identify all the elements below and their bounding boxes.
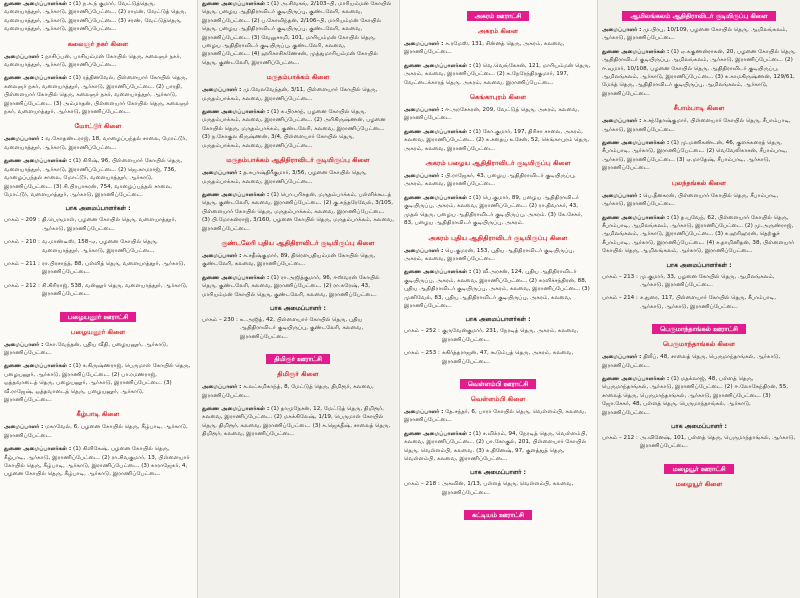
part-text: ரா.பிரசாந்த், 88, பள்ளித் தெரு, வளையாத்தூர், ஆர்காடு, இராணிப்பேட்டை. [42,260,186,276]
entry-block [202,169,394,186]
branch-title: குண்டலேரி புதிய ஆதிதிராவிடர் குடியிருப்பு கிளை [221,238,375,247]
entry-label: துணை அமைப்பாளர்கள் : [404,269,472,276]
entry-label: துணை அமைப்பாளர்கள் : [202,191,270,198]
section-banner-label: பழையனூர் ஊராட்சி [60,312,137,322]
section-banner [404,3,592,22]
part-text: அ.வினேஷ், 101, பள்ளத் தெரு, பெருமாந்தாங்கல், ஆர்காடு, இராணிப்பேட்டை. [640,435,796,450]
entry-block [404,106,592,123]
branch-title: திமிரூர் கிளை [277,370,319,379]
entry-label: துணை அமைப்பாளர்கள் : [602,140,670,147]
sub-heading: பாக அமைப்பாளர் : [470,469,526,477]
entry-label: துணை அமைப்பாளர்கள் : [202,1,270,7]
entry-block [202,405,394,439]
entry-text: (1) த.யுவேந், 62, பிள்ளையார் கோயில் தெரு, சீபாம்பாடி, ஆமிலங்கலம், ஆர்காடு, இராணிப்பேட்டை. (2) மு.அருண்ராஜ், ஆமிலங்கலம், ஆர்காடு, இராணிப்பேட்டை. (3) சு.ஹரிஹரன், தெற்குச் சீபாம்பாடி, ஆர்காடு, இராணிப்பேட்டை. (4) ச.தாமினிதன், 38, பிள்ளையார் கோயில் தெரு, ஆமிலங்கலம், ஆர்காடு, இராணிப்பேட்டை. [602,214,795,255]
entry-label: துணை அமைப்பாளர்கள் : [202,406,270,412]
entry-text: மு.வேலவேந்தன், 3/11, பிள்ளையார் கோயில் தெரு, மருதம்பாக்கம், கலவை, இராணிப்பேட்டை. [202,87,378,102]
sub-heading: பாக அமைப்பாளர்கள் : [65,205,131,213]
entry-label: துணை அமைப்பாளர்கள் : [404,430,472,437]
part-text: தி.பெருமாள், பழனை கோயில் தெரு, வளையாத்தூர், ஆர்காடு, இராணிப்பேட்டை. [42,217,177,232]
part-number: பாகம் – 253 : [404,350,440,357]
entry-label: அமைப்பாளர் : [602,192,642,199]
part-number: பாகம் – 214 : [602,295,638,302]
entry-text: (1) பெ.குமார், 89, பழைய ஆதிதிராவிடர் குடியிருப்பு, அகரம், கலவை, இராணிப்பேட்டை. (2) ரா.திவாகர், 43, முதல் தெரு, பழைய ஆதிதிராவிடர் குடியிருப்பு, அகரம். (3) கே.சேகர், 83, பழைய ஆதிதிராவிடர் குடியிருப்பு, அகரம். [404,194,583,227]
branch-title: கலைஞர் நகர் கிளை [67,39,129,48]
entry-text: (1) கிரிஷ், 96, பிள்ளையார் கோயில் தெரு, வளையாத்தூர், ஆர்காடு, இராணிப்பேட்டை. (2) ஜெ.காமராஜ், 736, வாழைப்பந்தல் சாலை, மோட்டூர், வளையாத்தூர், ஆர்காடு, இராணிப்பேட்டை. (3) சி.பிரபாகரன், 754, வாழைப்பந்தல் சாலை, மோட்டூர், வளையாத்தூர், ஆர்காடு, இராணிப்பேட்டை. [4,158,183,198]
entry-block [202,191,394,233]
entry-label: அமைப்பாளர் : [404,41,444,47]
column-3 [400,0,596,598]
entry-text: சு.சதீஷ்குமார், 89, திரௌபதியம்மன் கோயில் தெரு, குண்டலேரி, கலவை, இராணிப்பேட்டை. [202,252,376,268]
entry-text: (1) ரத்தினவேல், பிள்ளையார் கோயில் தெரு, கலைஞர் நகர், வளையாத்தூர், ஆர்காடு, இராணிப்பேட்டை. (2) பாரதி, பிள்ளையார் கோயில் தெரு, கலைஞர் நகர், வளையாத்தூர், ஆர்காடு, இராணிப்பேட்டை. (3) அம்மாதன், பிள்ளையார் கோயில் தெரு, கலைஞர் நகர், வளையாத்தூர், ஆர்காடு, இராணிப்பேட்டை. [4,75,189,116]
part-text: வ.மாண்டீஸ், 158–ஏ, பழனை கோயில் தெரு, வளையாத்தூர், ஆர்காடு, இராணிப்பேட்டை. [42,239,158,254]
entry-text: (1) ந.க.ந் குமார், வேட்டுத்தெரு, வளையாத்தூர், ஆர்காடு, இராணிப்பேட்டை. (2) ராமன், வேட்டுத் தெரு, வளையாத்தூர், ஆர்காடு, இராணிப்பேட்டை. (3) சரண், வேட்டுத்தெரு, வளையாத்தூர், ஆர்காடு, இராணிப்பேட்டை. [4,1,187,33]
entry-label: அமைப்பாளர் : [202,170,242,177]
entry-block [4,157,192,199]
entry-text: (1) மு.மணிகண்டன், 46, குளக்கரைத் தெரு, சீபாம்பாடி, ஆர்காடு, இராணிப்பேட்டை. (2) வெவேலிகாசன், சீபாம்பாடி, ஆர்காடு, இராணிப்பேட்டை. (3) ஏ.மாதேஷ், சீபாம்பாடி, ஆர்காடு, இராணிப்பேட்டை. [602,140,788,172]
branch-title: கீழ்பாடி கிளை [76,410,120,419]
entry-text: (1) சு.பிரசாந், பழனை கோயில் தெரு, மருதம்பாக்கம், கலவை, இராணிப்பேட்டை. (2) அரிகிருஷ்ணன், பழனை கோயில் தெரு, மருதம்பாக்கம், குண்டலேரி, கலவை, இராணிப்பேட்டை. (3) ந.கோகுல கிருஷ்ணன், 3/4, பிள்ளையார் கோயில் தெரு, மருதம்பாக்கம், கலவை, இராணிப்பேட்டை. [202,109,386,149]
part-text: சுகிர்த்தராஜன், 47, கூடும்புத் தெரு, அகரம், கலவை, இராணிப்பேட்டை. [442,350,574,365]
entry-text: (1) ச.விக்ரம், 94, நேரடித் தெரு, வெள்ளம்பி, கலவை, இராணிப்பேட்டை. (2) பா.கோகுல், 201, பிள்ளையார் கோயில் தெரு, வெள்ளம்பி, கலவை. (3) சு.தினேஷ், 97, குளத்துத் தெரு, வெள்ளம்பி, கலவை, இராணிப்பேட்டை. [404,430,588,462]
branch-title: கெங்காபுரம் கிளை [469,93,527,102]
entry-block [4,362,192,404]
part-entry [602,294,796,311]
entry-text: மு.பிரபு, 10/109, பழனை கோயில் தெரு, ஆமிலங்கலம், ஆர்காடு, இராணிப்பேட்டை. [602,27,788,42]
entry-label: துணை அமைப்பாளர்கள் : [404,128,472,135]
section-banner-label: கட்டியம் ஊராட்சி [464,510,532,520]
entry-block [404,268,592,310]
section-banner [404,371,592,390]
entry-label: துணை அமைப்பாளர்கள் : [4,446,72,453]
entry-label: துணை அமைப்பாளர்கள் : [202,274,270,281]
section-banner [602,456,796,475]
entry-block [4,74,192,116]
entry-text: க.லட்சுமிகாந்த், 8, மேட்டுத் தெரு, திமிரூர், கலவை, இராணிப்பேட்டை. [202,384,374,399]
entry-label: அமைப்பாளர் : [202,87,242,94]
entry-text: ச.சந்தோஷ்குமார், பிள்ளையார் கோயில் தெரு, சீபாம்பாடி, ஆர்காடு, இராணிப்பேட்டை. [602,118,791,133]
entry-block [202,108,394,150]
entry-block [4,0,192,34]
entry-text: ஈ.அரசேகரன், 209, வேட்டுத் தெரு, அகரம், கலவை, இராணிப்பேட்டை. [404,107,580,122]
branch-title: மருதம்பாக்கம் கிளை [266,73,330,82]
entry-block [602,26,796,43]
entry-text: தே.சந்தர், 6, பாரா கோயில் தெரு, வெள்ளம்பி, கலவை, இராணிப்பேட்டை. [404,408,587,424]
entry-label: அமைப்பாளர் : [602,118,642,125]
entry-label: துணை அமைப்பாளர்கள் : [602,48,670,55]
entry-block [602,192,796,209]
branch-title: அகரம் பழைய ஆதிதிராவிடர் குடியிருப்பு கிளை [425,159,571,168]
entry-label: அமைப்பாளர் : [404,173,444,180]
entry-label: அமைப்பாளர் : [404,247,444,254]
entry-block [602,375,796,417]
entry-text: பெ.தீனகரன், பிள்ளையார் கோயில் தெரு, சீபாம்பாடி, ஆர்காடு, இராணிப்பேட்டை. [602,192,779,208]
entry-text: (1) மதக்லாஜ், 48, பள்ளத் தெரு, பெருமாந்தாங்கல், ஆர்காடு, இராணிப்பேட்டை. (2) ஈ.லோகேந்திரன், 55, சாலைத் தெரு, பெருமாந்தாங்கல், ஆர்காடு, இராணிப்பேட்டை. (3) ஜோ.சேகர், 48, பள்ளத் தெரு, பெருமாந்தாங்கல், ஆர்காடு, இராணிப்பேட்டை. [602,375,789,416]
entry-text: த.சுபாஷ்திரீகுமார், 3/56, பழனை கோயில் தெரு, மருதம்பாக்கம், கலவை, இராணிப்பேட்டை. [202,170,367,185]
entry-text: மகாவேல், 6, பழனை கோயில் தெரு, கீழ்பாடி, ஆர்காடு, இராணிப்பேட்டை. [4,424,188,439]
section-banner [4,304,192,323]
entry-block [202,274,394,299]
entry-label: அமைப்பாளர் : [602,354,642,361]
entry-block [202,252,394,269]
part-entry [4,216,192,233]
branch-title: பெருமாந்தாங்கல் கிளை [662,340,736,349]
part-number: பாகம் – 230 : [202,316,238,323]
section-banner-label: ஆமிலங்கலம் ஆதிதிராவிடர் குடியிருப்பு கிளை [622,11,775,21]
entry-block [4,445,192,479]
entry-block [404,430,592,464]
entry-label: அமைப்பாளர் : [404,408,444,415]
entry-text: கோ.வேந்தன், புதிய வீதி, பழையனூர், ஆர்காடு, இராணிப்பேட்டை. [4,341,169,356]
part-text: ச.துரை, 117, பிள்ளையார் கோயில் தெரு, சீபாம்பாடி, ஆர்காடு, ஆர்காடு, இராணிப்பேட்டை. [640,295,776,310]
section-banner-label: திமிரூர் ஊராட்சி [266,354,330,364]
entry-block [202,383,394,400]
section-banner-label: பெருமாந்தாங்கல் ஊராட்சி [652,324,746,334]
part-entry [602,273,796,290]
branch-title: அகரம் புதிய ஆதிதிராவிடர் குடியிருப்பு கிளை [428,233,568,242]
entry-label: அமைப்பாளர் : [202,384,242,391]
entry-text: (1) ஏ.சுகுணன்ராகன், 20, பழனை கோயில் தெரு, ஆதிதிராவிடர் குடியிருப்பு, ஆமிலங்கலம், ஆர்காடு, இராணிப்பேட்டை. (2) ஈ.வுமார், 10/108, பழனை கோயில் தெரு, ஆதிதிராவிடர் குடியிருப்பு, ஆமிலங்கலம், ஆர்காடு, இராணிப்பேட்டை. (3) சு.காமகிருஷ்ணன், 129/61, மேக்த் தெரு, ஆதிதிராவிடர் குடியிருப்பு, ஆமிலங்கலம், ஆர்காடு, இராணிப்பேட்டை. [602,48,796,97]
part-text: மு.குமார், 33, பழனை கோயில் தெரு, ஆமிலங்கலம், ஆர்காடு, இராணிப்பேட்டை. [640,273,775,288]
entry-label: அமைப்பாளர் : [4,341,44,348]
entry-label: அமைப்பாளர் : [4,53,44,60]
branch-title: பழையனூர் கிளை [70,327,126,336]
part-number: பாகம் – 211 : [4,260,40,267]
entry-block [602,139,796,173]
entry-block [404,62,592,87]
part-entry [602,434,796,451]
column-2 [198,0,398,598]
part-number: பாகம் – 252 : [404,328,440,335]
entry-text: (1) வீ.அரசன், 124, புதிய ஆதிதிராவிடர் குடியிருப்பு, அகரம், கலவை, இராணிப்பேட்டை. (2) சுரளிச்சந்திரன், 88, புதிய ஆதிதிராவிடர் குடியிருப்பு, அகரம், கலவை, இராணிப்பேட்டை. (3) முனிவேல், 83, புதிய ஆதிதிராவிடர் குடியிருப்பு, அகரம், கலவை, இராணிப்பேட்டை. [404,269,590,309]
entry-label: அமைப்பாளர் : [602,27,642,33]
branch-title: புலந்தங்கல் கிளை [671,178,727,187]
entry-text: (1) ரா.அஜித்குமார், 96, ஈஸ்வரன் கோயில் தெரு, குண்டலேரி, கலவை, இராணிப்பேட்டை. (2) ரா.சுரேஷ், 43, மாரியம்மன் கோயில் தெரு, குண்டலேரி, கலவை, இராணிப்பேட்டை. [202,274,380,298]
entry-text: வ.கோதண்டராஜ், 18, வாழைப்பந்தல் சாலை, மோட்டூர், வளையாத்தூர், ஆர்காடு, இராணிப்பேட்டை. [4,136,188,151]
column-1 [0,0,196,598]
section-banner [404,502,592,521]
part-number: பாகம் – 209 : [4,217,40,224]
entry-block [4,135,192,152]
part-number: பாகம் – 212 : [602,435,638,441]
entry-text: (1) கோ.குமார், 197, திரிசா சாலை, அகரம், கலவை, இராணிப்பேட்டை. (2) சு.சதைய் உசேன், 52, கெங்காபுரம் தெரு, அகரம், கலவை, இராணிப்பேட்டை. [404,128,590,152]
part-entry [404,480,592,497]
part-text: சி.கிரிராஜ், 538, வன்னூர் தெரு, வளையாத்தூர், ஆர்காடு, இராணிப்பேட்டை. [42,282,188,298]
section-banner-label: அகரம் ஊராட்சி [467,11,530,21]
entry-block [602,353,796,370]
entry-block [4,423,192,440]
entry-block [602,117,796,134]
entry-block [404,194,592,228]
entry-label: துணை அமைப்பாளர்கள் : [202,109,270,116]
part-text: அசுவின், 1/13, பள்ளத் தெரு, வெள்ளம்பி, கலவை, இராணிப்பேட்டை. [442,481,574,496]
entry-text: (1) பொ.பரிசுதன், மருதம்பாக்கம், பள்ளிக்கூடத் தெரு, குண்டலேரி, கலவை, இராணிப்பேட்டை. (2) கு.சுந்தரேவேல், 3/105, பிள்ளையார் கோயில் தெரு, மருதம்பாக்கம், கலவை, இராணிப்பேட்டை. (3) பி.மோகன்ராஜ், 3/160, பழனை கோயில் தெரு, மருதம்பாக்கம், கலவை, இராணிப்பேட்டை. [202,191,394,232]
part-text: குருவேன்குமார், 231, நேரடித் தெரு, அகரம், கலவை, இராணிப்பேட்டை. [442,328,579,343]
entry-label: அமைப்பாளர் : [404,107,444,114]
part-entry [404,349,592,366]
entry-block [404,40,592,57]
section-banner-label: வெள்ளம்பி ஊராட்சி [460,379,537,389]
entry-text: திலீப், 48, சாலைத் தெரு, பெருமாந்தாங்கல், ஆர்காடு, இராணிப்பேட்டை. [602,354,781,369]
entry-label: அமைப்பாளர் : [4,424,44,431]
entry-text: நாசிப்பன், பாசியம்மன் கோயில் தெரு, கலைஞர் நகர், வளையாத்தூர், ஆர்காடு, இராணிப்பேட்டை. [4,53,182,69]
entry-label: துணை அமைப்பாளர்கள் : [602,375,670,382]
branch-title: அகரம் கிளை [477,27,519,35]
part-number: பாகம் – 212 : [4,282,40,289]
branch-title: மழையூர் கிளை [675,479,723,488]
part-entry [4,282,192,299]
entry-block [602,214,796,256]
entry-text: (1) ச.கிருஷ்ணராஜ், பெருமாள் கோயில் தெரு, பழையனூர், ஆர்காடு, இராணிப்பேட்டை. (2) பா.ரமணராஜ், ஒத்தவாடைத் தெரு, பழையனூர், ஆர்காடு, இராணிப்பேட்டை. (3) வீ.ராஜேஷ், ஒத்தவாடைத் தெரு, பழையனூர், ஆர்காடு, இராணிப்பேட்டை. [4,363,191,403]
part-entry [4,238,192,255]
entry-block [602,48,796,98]
entry-text: சு.ரமேஸ், 131, சின்னத் தெரு, அகரம், கலவை, இராணிப்பேட்டை. [404,41,565,56]
branch-title: மருதம்பாக்கம் ஆதிதிராவிடர் குடியிருப்பு கிளை [226,156,370,165]
entry-text: (1) கிளிகேஷ், பழனை கோயில் தெரு, கீழ்பாடி, ஆர்காடு, இராணிப்பேட்டை. (2) ரா.சிவகுமார், 13, பிள்ளையார் கோயில் தெரு, கீழ்பாடி, ஆர்காடு, இராணிப்பேட்டை. (3) காராஜேகர், 4, பழனை கோயில் தெரு, கீழ்பாடி, ஆர்காடு, இராணிப்பேட்டை. [4,446,190,478]
part-entry [404,327,592,344]
entry-label: துணை அமைப்பாளர்கள் : [404,194,472,201]
entry-block [404,172,592,189]
part-text: உ.அஜித், 42, பிள்ளையார் கோயில் தெரு, புதிய ஆதிதிராவிடர் குடியிருப்பு, குண்டலேரி, கலவை, இராணிப்பேட்டை. [240,316,364,340]
entry-text: (1) தாமுநேசன், 12, மேட்டுத் தெரு, திமிரூர், கலவை, இராணிப்பேட்டை. (2) மகக்கிலேஷ், 1/19, பெருமாள் கோயில் தெரு, திமிரூர், கலவை, இராணிப்பேட்டை. (3) சு.ஜெகதீஷ், சாலைத் தெரு, திமிரூர், கலவை, இராணிப்பேட்டை. [202,406,391,438]
entry-block [4,341,192,358]
entry-label: அமைப்பாளர் : [202,252,242,259]
section-banner [602,316,796,335]
column-4 [598,0,800,598]
section-banner [602,3,796,22]
sub-heading: பாக அமைப்பாளர்கள் : [666,261,732,269]
branch-title: சீபாம்பாடி கிளை [673,104,725,113]
entry-block [202,86,394,103]
entry-block [404,128,592,153]
entry-block [404,247,592,264]
entry-text: பி.ராஜேகர், 43, பழைய ஆதிதிராவிடர் குடியிருப்பு, அகரம், கலவை, இராணிப்பேட்டை. [404,173,576,188]
branch-title: மோட்டூர் கிளை [74,122,122,131]
entry-label: துணை அமைப்பாளர்கள் : [404,62,472,69]
entry-label: அமைப்பாளர் : [4,136,44,143]
entry-block [404,408,592,425]
entry-block [202,0,394,67]
part-number: பாகம் – 218 : [404,481,440,488]
entry-block [4,53,192,70]
entry-label: துணை அமைப்பாளர்கள் : [4,158,72,165]
part-number: பாகம் – 210 : [4,239,40,246]
entry-label: துணை அமைப்பாளர்கள் : [602,214,670,221]
branch-title: வெள்ளம்பி கிளை [470,394,526,403]
entry-text: பெ.குமரன், 153, புதிய ஆதிதிராவிடர் குடியிருப்பு, அகரம், கலவை, இராணிப்பேட்டை. [404,247,575,262]
sub-heading: பாக அமைப்பாளர் : [671,423,727,430]
section-banner [202,346,394,365]
sub-heading: பாக அமைப்பாளர் : [270,304,326,312]
entry-label: துணை அமைப்பாளர்கள் : [4,1,72,7]
part-entry [202,316,394,341]
section-banner-label: மழையூர் ஊராட்சி [664,464,733,474]
sub-heading: பாக அமைப்பாளர்கள் : [465,316,531,324]
entry-label: துணை அமைப்பாளர்கள் : [4,363,72,370]
part-number: பாகம் – 213 : [602,273,638,280]
entry-label: துணை அமைப்பாளர்கள் : [4,75,72,82]
part-entry [4,260,192,277]
entry-text: (1) வெ.வெங்கேசன், 121, மாரியம்மன் தெரு, அகரம், கலவை, இராணிப்பேட்டை. (2) சு.நேரேந்திரகுமார், 197, வேட்டைக்காரத் தெரு, அகரம், கலவை, இராணிப்பேட்டை. [404,62,591,86]
entry-text: (1) அ.சிவகங், 2/103–பி, மாரியம்மன் கோயில் தெரு, பழைய ஆதிதிராவிடர் குடியிருப்பு, குண்டலேரி, கலவை, இராணிப்பேட்டை. (2) ப.கோவிந்தன், 2/106–பி, மாரியம்மன் கோயில் தெரு, பழைய ஆதிதிராவிடர் குடியிருப்பு, குண்டலேரி, கலவை, இராணிப்பேட்டை. (3) வேலுசாமி, 101, மாரியம்மன் கோயில் தெரு, பழைய ஆதிதிராவிடர் குடியிருப்பு, குண்டலேரி, கலவை, இராணிப்பேட்டை. (4) ஹரிகாசிகணேசன், முத்துமாரியம்மன் கோயில் தெரு, குண்டலேரி, இராணிப்பேட்டை. [202,1,392,66]
